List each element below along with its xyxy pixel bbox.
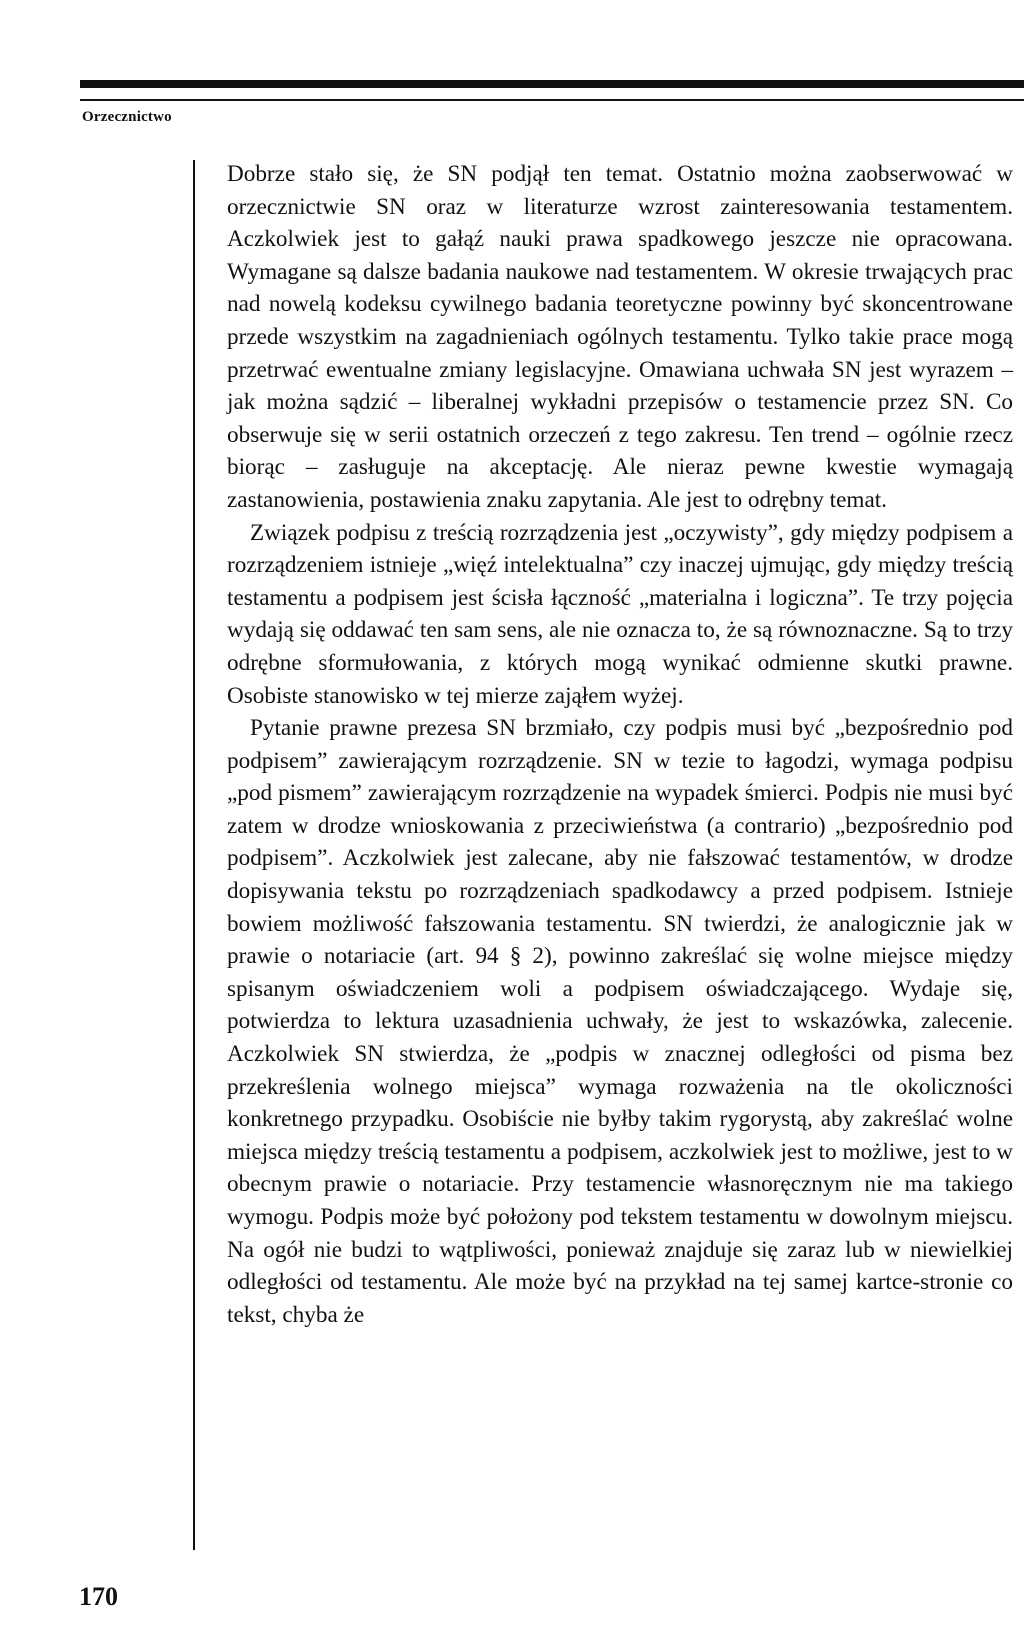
body-text xyxy=(227,158,1013,1331)
header-rule-thin xyxy=(80,99,1024,101)
paragraph-2: Związek podpisu z treścią rozrządzenia jest „oczywisty”, gdy między podpisem a rozrządzeniem istnieje „więź intelektualna” czy inaczej ujmując, gdy między treścią testamentu a podpisem jest ścisła łączność „materialna i logiczna”. Te trzy pojęcia wydają się oddawać ten sam sens, ale nie oznacza to, że są równoznaczne. Są to trzy odrębne sformułowania, z których mogą wynikać odmienne skutki prawne. Osobiste stanowisko w tej mierze zająłem wyżej. xyxy=(227,519,1013,709)
header-rule-thick xyxy=(80,80,1024,88)
page-number: 170 xyxy=(79,1582,118,1611)
section-label: Orzecznictwo xyxy=(82,109,172,125)
paragraph-1: Dobrze stało się, że SN podjął ten temat. Ostatnio można zaobserwować w orzecznictwie SN oraz w literaturze wzrost zainteresowania testamentem. Aczkolwiek jest to gałąź nauki prawa spadkowego jeszcze nie opracowana. Wymagane są dalsze badania naukowe nad testamentem. W okresie trwających prac nad nowelą kodeksu cywilnego badania teoretyczne powinny być skoncentrowane przede wszystkim na zagadnieniach ogólnych testamentu. Tylko takie prace mogą przetrwać ewentualne zmiany legislacyjne. Omawiana uchwała SN jest wyrazem – jak można sądzić – liberalnej wykładni przepisów o testamencie przez SN. Co obserwuje się w serii ostatnich orzeczeń z tego zakresu. Ten trend – ogólnie rzecz biorąc – zasługuje na akceptację. Ale nieraz pewne kwestie wymagają zastanowienia, postawienia znaku zapytania. Ale jest to odrębny temat. xyxy=(227,161,1013,513)
margin-rule xyxy=(193,160,195,1550)
paragraph-3: Pytanie prawne prezesa SN brzmiało, czy podpis musi być „bezpośrednio pod podpisem” zawierającym rozrządzenie. SN w tezie to łagodzi, wymaga podpisu „pod pismem” zawierającym rozrządzenie na wypadek śmierci. Podpis nie musi być zatem w drodze wnioskowania z przeciwieństwa (a contrario) „bezpośrednio pod podpisem”. Aczkolwiek jest zalecane, aby nie fałszować testamentów, w drodze dopisywania tekstu po rozrządzeniach spadkodawcy a przed podpisem. Istnieje bowiem możliwość fałszowania testamentu. SN twierdzi, że analogicznie jak w prawie o notariacie (art. 94 § 2), powinno zakreślać się wolne miejsce między spisanym oświadczeniem woli a podpisem oświadczającego. Wydaje się, potwierdza to lektura uzasadnienia uchwały, że jest to wskazówka, zalecenie. Aczkolwiek SN stwierdza, że „podpis w znacznej odległości od pisma bez przekreślenia wolnego miejsca” wymaga rozważenia na tle okoliczności konkretnego przypadku. Osobiście nie byłby takim rygorystą, aby zakreślać wolne miejsca między treścią testamentu a podpisem, aczkolwiek jest to możliwe, jest to w obecnym prawie o notariacie. Przy testamencie własnoręcznym nie ma takiego wymogu. Podpis może być położony pod tekstem testamentu w dowolnym miejscu. Na ogół nie budzi to wątpliwości, ponieważ znajduje się zaraz lub w niewielkiej odległości od testamentu. Ale może być na przykład na tej samej kartce-stronie co tekst, chyba że xyxy=(227,715,1013,1328)
